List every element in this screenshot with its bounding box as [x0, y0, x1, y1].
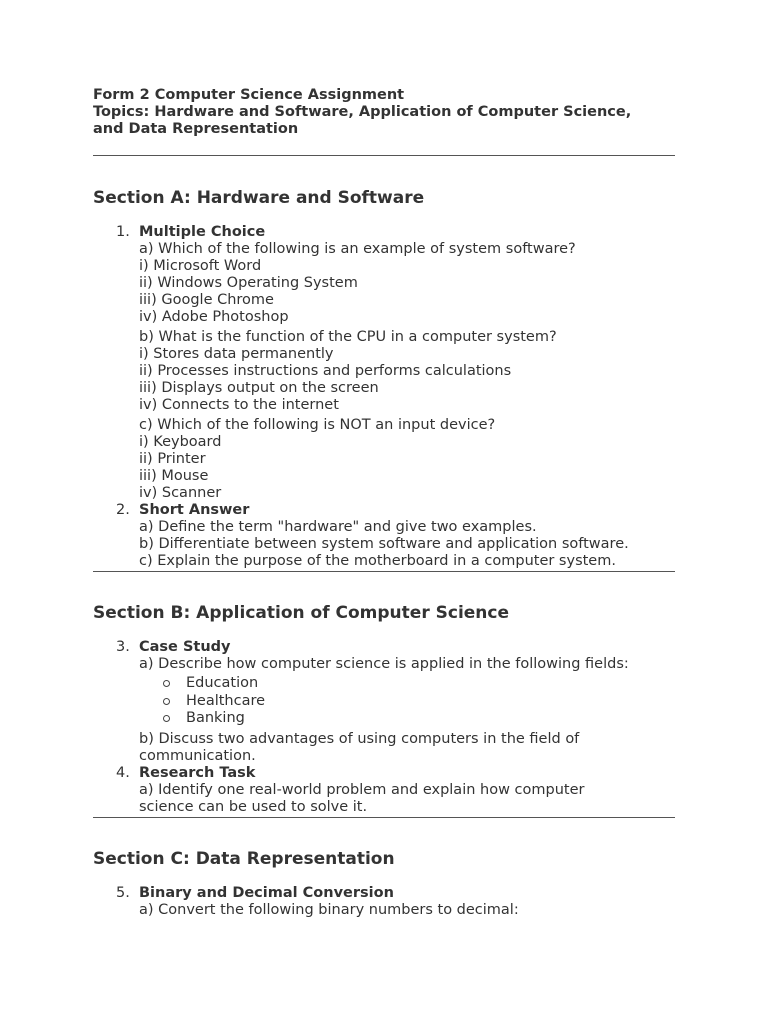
- question-1-title: Multiple Choice: [139, 224, 266, 240]
- question-3-number: 3.: [116, 639, 130, 655]
- list-item: [139, 693, 675, 711]
- question-1c: c) Which of the following is NOT an input device?: [139, 417, 496, 433]
- question-5: [93, 885, 675, 919]
- option-1c-iii: iii) Mouse: [139, 468, 209, 484]
- field-healthcare: Healthcare: [186, 692, 266, 709]
- option-1c-i: i) Keyboard: [139, 434, 222, 450]
- option-1a-i: i) Microsoft Word: [139, 258, 262, 274]
- option-1b-iii: iii) Displays output on the screen: [139, 380, 379, 396]
- option-1a-ii: ii) Windows Operating System: [139, 275, 358, 291]
- section-b-title: Section B: Application of Computer Science: [93, 603, 510, 623]
- topics-line-2: and Data Representation: [93, 121, 299, 137]
- header-divider: [93, 155, 675, 156]
- section-b-divider: [93, 817, 675, 818]
- option-1c-ii: ii) Printer: [139, 451, 206, 467]
- question-2-number: 2.: [116, 502, 130, 518]
- question-2: [93, 502, 675, 570]
- section-a-list: [93, 224, 675, 570]
- question-1-number: 1.: [116, 224, 130, 240]
- question-5a: a) Convert the following binary numbers to decimal:: [139, 901, 519, 918]
- list-item: [139, 675, 675, 693]
- document-title: Form 2 Computer Science Assignment: [93, 87, 405, 103]
- question-1a: a) Which of the following is an example of system software?: [139, 241, 576, 257]
- section-c-list: [93, 885, 675, 919]
- question-2b: b) Differentiate between system software and application software.: [139, 536, 629, 552]
- question-4a: a) Identify one real-world problem and explain how computer science can be used to solve it.: [139, 781, 585, 815]
- question-2-title: Short Answer: [139, 502, 250, 518]
- section-b-list: [93, 639, 675, 816]
- hollow-bullet-icon: [163, 680, 170, 687]
- question-5-title: Binary and Decimal Conversion: [139, 884, 394, 901]
- document-header: [93, 87, 675, 138]
- question-1b: b) What is the function of the CPU in a computer system?: [139, 329, 557, 345]
- topics-line-1: Topics: Hardware and Software, Application of Computer Science,: [93, 104, 632, 120]
- fields-list: [139, 675, 675, 728]
- option-1c-iv: iv) Scanner: [139, 485, 222, 501]
- question-5-number: 5.: [116, 884, 130, 901]
- question-3: [93, 639, 675, 765]
- question-2a: a) Define the term "hardware" and give two examples.: [139, 519, 537, 535]
- field-banking: Banking: [186, 710, 245, 726]
- section-a-divider: [93, 571, 675, 572]
- option-1a-iv: iv) Adobe Photoshop: [139, 309, 289, 325]
- question-4-title: Research Task: [139, 764, 256, 781]
- question-2c: c) Explain the purpose of the motherboard in a computer system.: [139, 553, 616, 569]
- field-education: Education: [186, 675, 259, 691]
- assignment-page: [93, 87, 675, 919]
- option-1b-ii: ii) Processes instructions and performs calculations: [139, 363, 512, 379]
- option-1b-i: i) Stores data permanently: [139, 346, 334, 362]
- question-1: [93, 224, 675, 502]
- option-1b-iv: iv) Connects to the internet: [139, 397, 339, 413]
- question-4: [93, 765, 675, 816]
- option-1a-iii: iii) Google Chrome: [139, 292, 274, 308]
- list-item: [139, 710, 675, 728]
- question-3-title: Case Study: [139, 639, 231, 655]
- hollow-bullet-icon: [163, 698, 170, 705]
- question-3a: a) Describe how computer science is applied in the following fields:: [139, 656, 629, 672]
- section-c-title: Section C: Data Representation: [93, 848, 395, 869]
- question-4-number: 4.: [116, 764, 130, 781]
- hollow-bullet-icon: [163, 715, 170, 722]
- question-3b: b) Discuss two advantages of using computers in the field of communication.: [139, 730, 580, 764]
- section-a-title: Section A: Hardware and Software: [93, 188, 425, 208]
